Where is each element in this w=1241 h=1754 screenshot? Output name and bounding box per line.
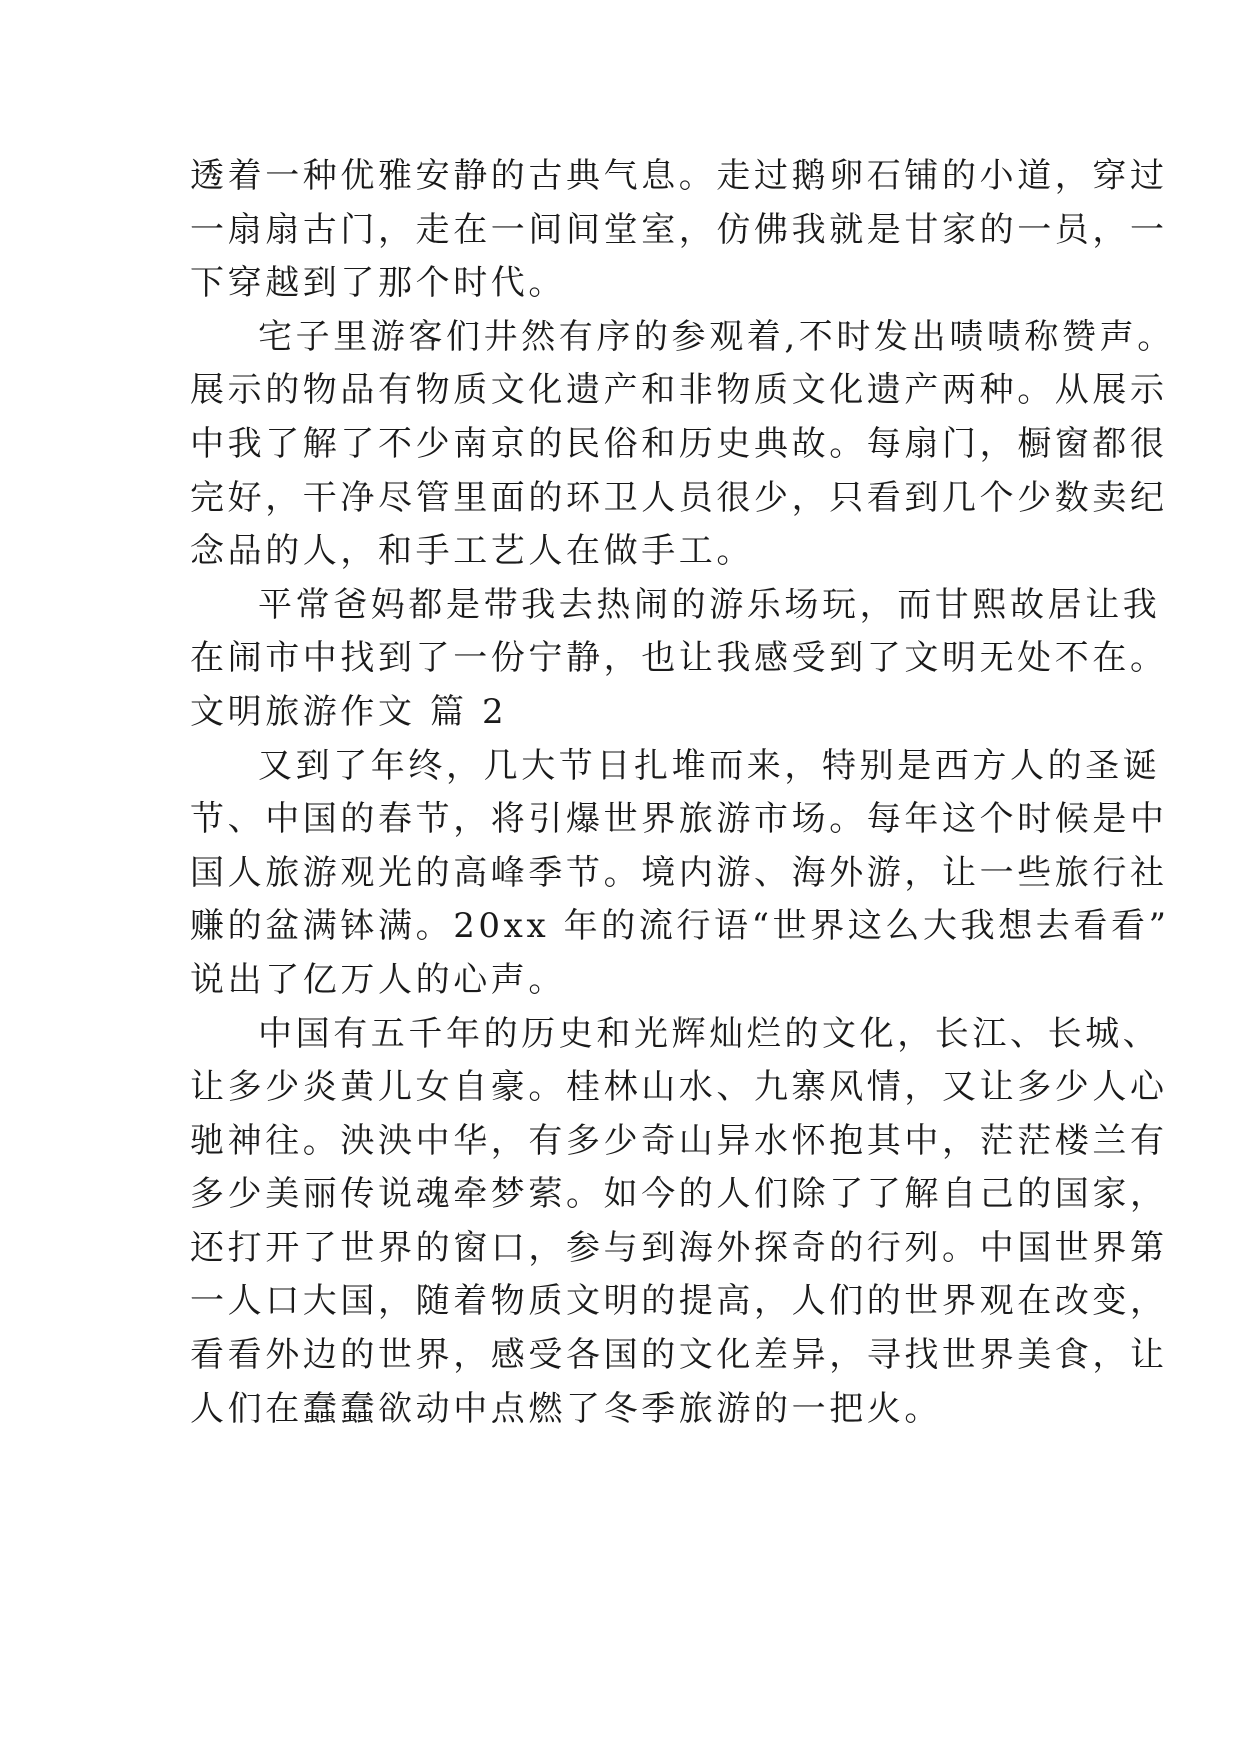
text-line: 节、中国的春节，将引爆世界旅游市场。每年这个时候是中: [190, 799, 1168, 840]
text-line: 下穿越到了那个时代。: [190, 263, 566, 304]
paragraph-first-line: 平常爸妈都是带我去热闹的游乐场玩，而甘熙故居让我: [258, 584, 1161, 625]
text-line: 展示的物品有物质文化遗产和非物质文化遗产两种。从展示: [190, 370, 1168, 411]
text-line: 中我了解了不少南京的民俗和历史典故。每扇门，橱窗都很: [190, 423, 1168, 464]
text-line: 完好，干净尽管里面的环卫人员很少，只看到几个少数卖纪: [190, 477, 1168, 518]
text-line: 说出了亿万人的心声。: [190, 959, 566, 1000]
section-heading: 文明旅游作文 篇 2: [190, 691, 508, 732]
text-line: 一扇扇古门，走在一间间堂室，仿佛我就是甘家的一员，一: [190, 209, 1168, 250]
text-line: 还打开了世界的窗口，参与到海外探奇的行列。中国世界第: [190, 1227, 1168, 1268]
paragraph-first-line: 又到了年终，几大节日扎堆而来，特别是西方人的圣诞: [258, 745, 1161, 786]
paragraph-first-line: 中国有五千年的历史和光辉灿烂的文化，长江、长城、: [258, 1013, 1161, 1054]
text-line: 透着一种优雅安静的古典气息。走过鹅卵石铺的小道，穿过: [190, 156, 1168, 196]
text-line: 多少美丽传说魂牵梦萦。如今的人们除了了解自己的国家，: [190, 1174, 1168, 1215]
document-page: [190, 150, 1175, 1436]
text-line: 在闹市中找到了一份宁静，也让我感受到了文明无处不在。: [190, 638, 1168, 679]
text-line: 一人口大国，随着物质文明的提高，人们的世界观在改变，: [190, 1281, 1168, 1322]
text-line: 国人旅游观光的高峰季节。境内游、海外游，让一些旅行社: [190, 852, 1168, 893]
text-line: 看看外边的世界，感受各国的文化差异，寻找世界美食，让: [190, 1335, 1168, 1376]
text-line: 驰神往。泱泱中华，有多少奇山异水怀抱其中，茫茫楼兰有: [190, 1120, 1168, 1161]
text-line: 让多少炎黄儿女自豪。桂林山水、九寨风情，又让多少人心: [190, 1067, 1168, 1108]
text-line: 人们在蠢蠢欲动中点燃了冬季旅游的一把火。: [190, 1388, 942, 1429]
text-line: 念品的人，和手工艺人在做手工。: [190, 531, 754, 572]
paragraph-first-line: 宅子里游客们井然有序的参观着,不时发出啧啧称赞声。: [258, 316, 1175, 357]
text-line: 赚的盆满钵满。20xx 年的流行语“世界这么大我想去看看”: [190, 906, 1170, 947]
